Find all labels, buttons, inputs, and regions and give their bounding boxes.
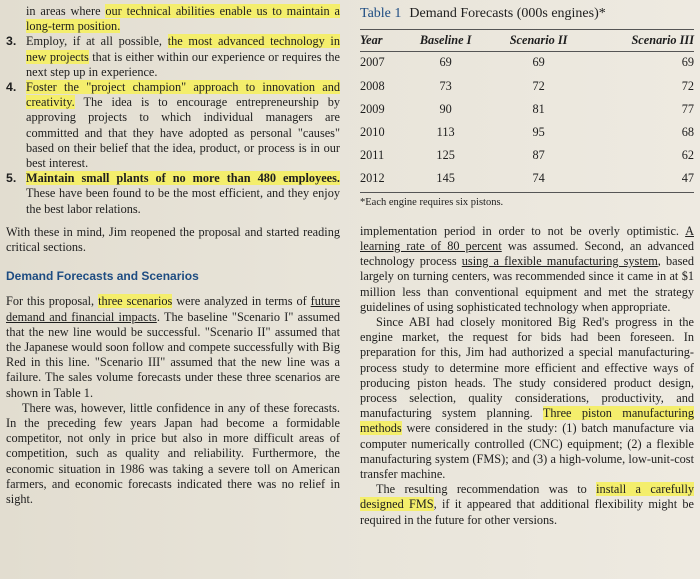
impl-underline-d: using a flexible manufacturing system xyxy=(461,254,658,269)
header-year: Year xyxy=(360,30,402,52)
abi-paragraph xyxy=(360,315,694,482)
scenarios-paragraph xyxy=(6,294,340,400)
table-cell: 2010 xyxy=(360,125,385,140)
list-item-3 xyxy=(6,34,340,80)
scenarios-highlight: three scenarios xyxy=(98,294,173,309)
table-cell: 145 xyxy=(402,168,490,192)
impl-text-e: , based largely on turning centers, was recommended since it came in at $1 million less than conventional equipment and met the strategy guidelines of using sophisticated technology when appropriate. xyxy=(360,254,694,314)
abi-text-a: Since ABI had closely monitored Big Red's progress in the engine market, the request for bids had been foreseen. In preparation for this, Jim had authorized a special manufacturing-process study to determine more efficient and effective ways of producing piston heads. The study considered product design, process selection, quality considerations, productivity, and manufacturing system planning. xyxy=(360,315,694,421)
table-cell: 87 xyxy=(532,148,545,163)
rec-text-a: The resulting recommendation was to xyxy=(376,482,597,497)
abi-text-c: were considered in the study: (1) batch manufacture via computer numerically controlled (CNC) equipment; (2) a flexible manufacturing system (FMS); and (3) a high-volume, low-unit-cost transfer machine. xyxy=(360,421,694,482)
table-row xyxy=(360,145,694,168)
table-cell: 69 xyxy=(439,55,452,70)
table-cell: 77 xyxy=(681,101,694,116)
header-scenario-2: Scenario II xyxy=(490,30,588,52)
table-cell: 73 xyxy=(439,78,452,93)
table-cell: 2007 xyxy=(360,55,385,70)
with-this-paragraph: With these in mind, Jim reopened the proposal and started reading critical sections. xyxy=(6,224,340,255)
list-item-4 xyxy=(6,80,340,171)
table-cell: 47 xyxy=(588,168,694,192)
table-row xyxy=(360,76,694,99)
item3-pre: Employ, if at all possible, xyxy=(26,34,168,49)
abi-highlight: Three piston manufacturing methods xyxy=(360,406,694,436)
impl-text-a: implementation period in order to not be overly optimistic. xyxy=(360,223,686,238)
impl-underline-b: A learning rate of 80 percent xyxy=(360,223,694,254)
table-cell: 2012 xyxy=(360,168,402,192)
table-cell: 113 xyxy=(436,125,455,140)
section-heading: Demand Forecasts and Scenarios xyxy=(6,269,199,284)
table-cell: 2011 xyxy=(360,148,385,163)
item5-highlight: Maintain small plants of no more than 480 employees. xyxy=(26,171,340,186)
right-column xyxy=(360,6,694,528)
table-cell: 74 xyxy=(490,168,588,192)
table-cell: 69 xyxy=(681,55,694,70)
confidence-paragraph: There was, however, little confidence in any of these forecasts. In the preceding few years Japan had become a formidable competitor, not only in price but also in more difficult areas of competition, such as quality and reliability. Furthermore, the economic situation in 1986 was taking a severe toll on American farmers, and economic forecasts indicated there was no relief in sight. xyxy=(6,400,340,507)
table-cell: 2009 xyxy=(360,101,385,116)
scenarios-text-a: For this proposal, xyxy=(6,294,99,309)
table-cell: 69 xyxy=(532,55,545,70)
table-cell: 72 xyxy=(532,78,545,93)
scenarios-text-e: . The baseline "Scenario I" assumed that the new line would be successful. "Scenario II" assumed that the Japanese would soon follow and compete successfully with Big Red in this line. "Scenario III" assumed that the new line was a failure. The sales volume forecasts under these three scenarios are shown in Table 1. xyxy=(6,309,341,400)
table-cell: 2008 xyxy=(360,78,385,93)
table-cell: 95 xyxy=(532,125,545,140)
table-row xyxy=(360,99,694,122)
table-header-row xyxy=(360,30,694,52)
scenarios-text-c: were analyzed in terms of xyxy=(172,294,311,309)
intro-highlight: our technical abilities enable us to maintain a long-term position. xyxy=(26,4,340,34)
table-cell: 90 xyxy=(439,101,452,116)
rec-highlight: install a carefully designed FMS xyxy=(360,482,695,512)
intro-text: in areas where xyxy=(26,4,106,18)
implementation-paragraph xyxy=(360,224,694,315)
recommendation-paragraph xyxy=(360,482,694,528)
impl-text-c: was assumed. Second, an advanced technology process xyxy=(360,239,694,269)
table-label: Table 1 xyxy=(360,6,402,21)
table-cell: 62 xyxy=(681,148,694,163)
item3-highlight: the most advanced technology in new projects xyxy=(26,34,340,64)
rec-text-c: , if it appeared that additional flexibility might be required in the future for other versions. xyxy=(360,497,694,527)
left-column xyxy=(6,4,340,507)
table-footnote: *Each engine requires six pistons. xyxy=(360,196,504,208)
table-title: Demand Forecasts (000s engines)* xyxy=(409,6,606,21)
intro-paragraph xyxy=(6,4,340,34)
item3-post: that is either within our experience or requires the next step up in experience. xyxy=(26,49,340,79)
header-baseline: Baseline I xyxy=(402,30,490,52)
scenarios-underline: future demand and financial impacts xyxy=(6,294,340,324)
header-scenario-3: Scenario III xyxy=(588,30,694,52)
table-row xyxy=(360,52,694,76)
item5-post: These have been found to be the most efficient, and they enjoy the best labor relations. xyxy=(26,186,340,216)
item4-post: The idea is to encourage entrepreneurship by approving projects to which individual managers are committed and that they have adopted as personal "causes" based on their belief that the idea, product, or process is in our best interest. xyxy=(26,95,340,171)
list-number: 5. xyxy=(6,171,17,186)
table-cell: 68 xyxy=(681,125,694,140)
table-cell: 72 xyxy=(681,78,694,93)
table-row xyxy=(360,168,694,192)
item4-highlight: Foster the "project champion" approach to innovation and creativity. xyxy=(26,80,340,110)
table-cell: 81 xyxy=(532,101,545,116)
list-number: 3. xyxy=(6,34,17,49)
table-caption xyxy=(360,6,694,21)
table-cell: 125 xyxy=(436,148,455,163)
table-row xyxy=(360,122,694,145)
demand-forecast-table xyxy=(360,29,694,192)
list-number: 4. xyxy=(6,80,17,95)
list-item-5 xyxy=(6,171,340,217)
